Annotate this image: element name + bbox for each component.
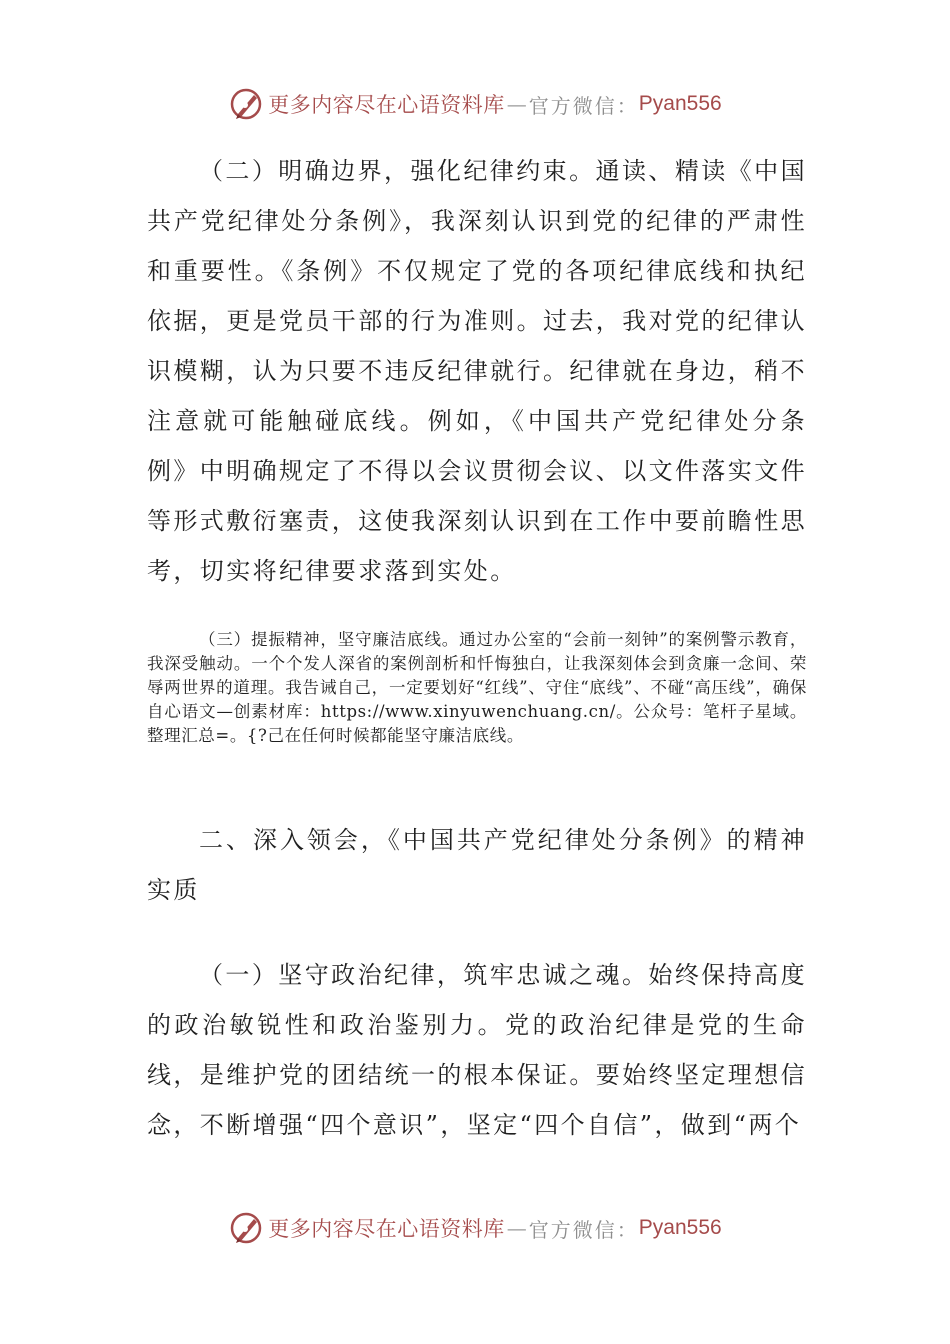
- pen-logo-icon: [228, 86, 264, 122]
- footer-wechat-id: Pyan556: [638, 1216, 722, 1239]
- paragraph-integrity-bottomline: （三）提振精神，坚守廉洁底线。通过办公室的“会前一刻钟”的案例警示教育，我深受触动。一个个发人深省的案例剖析和忏悔独白，让我深刻体会到贪廉一念间、荣辱两世界的道理。我告诫自己，一定要划好“红线”、守住“底线”、不碰“高压线”，确保自心语文—创素材库：https://www.xinyuwenchuang.cn/。公众号：笔杆子星域。整理汇总=。{?己在任何时候都能坚守廉洁底线。: [147, 630, 807, 745]
- paragraph-political-discipline: （一）坚守政治纪律，筑牢忠诚之魂。始终保持高度的政治敏锐性和政治鉴别力。党的政治纪律是党的生命线，是维护党的团结统一的根本保证。要始终坚定理想信念，不断增强“四个意识”，坚定“四个自信”，做到“两个: [147, 961, 807, 1139]
- paragraph-discipline-boundary: （二）明确边界，强化纪律约束。通读、精读《中国共产党纪律处分条例》，我深刻认识到党的纪律的严肃性和重要性。《条例》不仅规定了党的各项纪律底线和执纪依据，更是党员干部的行为准则。过去，我对党的纪律认识模糊，认为只要不违反纪律就行。纪律就在身边，稍不注意就可能触碰底线。例如，《中国共产党纪律处分条例》中明确规定了不得以会议贯彻会议、以文件落实文件等形式敷衍塞责，这使我深刻认识到在工作中要前瞻性思考，切实将纪律要求落到实处。: [147, 157, 807, 585]
- header-dash: —: [506, 92, 527, 116]
- header-official-label: 官方微信：: [528, 93, 639, 118]
- header-banner: [0, 84, 950, 124]
- header-brand-text: 更多内容尽在心语资料库: [268, 93, 505, 117]
- footer-dash: —: [506, 1216, 527, 1240]
- footer-official-label: 官方微信：: [528, 1217, 639, 1242]
- footer-banner: [0, 1208, 950, 1248]
- pen-logo-icon: [228, 1210, 264, 1246]
- footer-brand-text: 更多内容尽在心语资料库: [268, 1217, 505, 1241]
- header-wechat-id: Pyan556: [638, 92, 722, 115]
- section-heading-spirit: 二、深入领会，《中国共产党纪律处分条例》的精神实质: [147, 826, 807, 904]
